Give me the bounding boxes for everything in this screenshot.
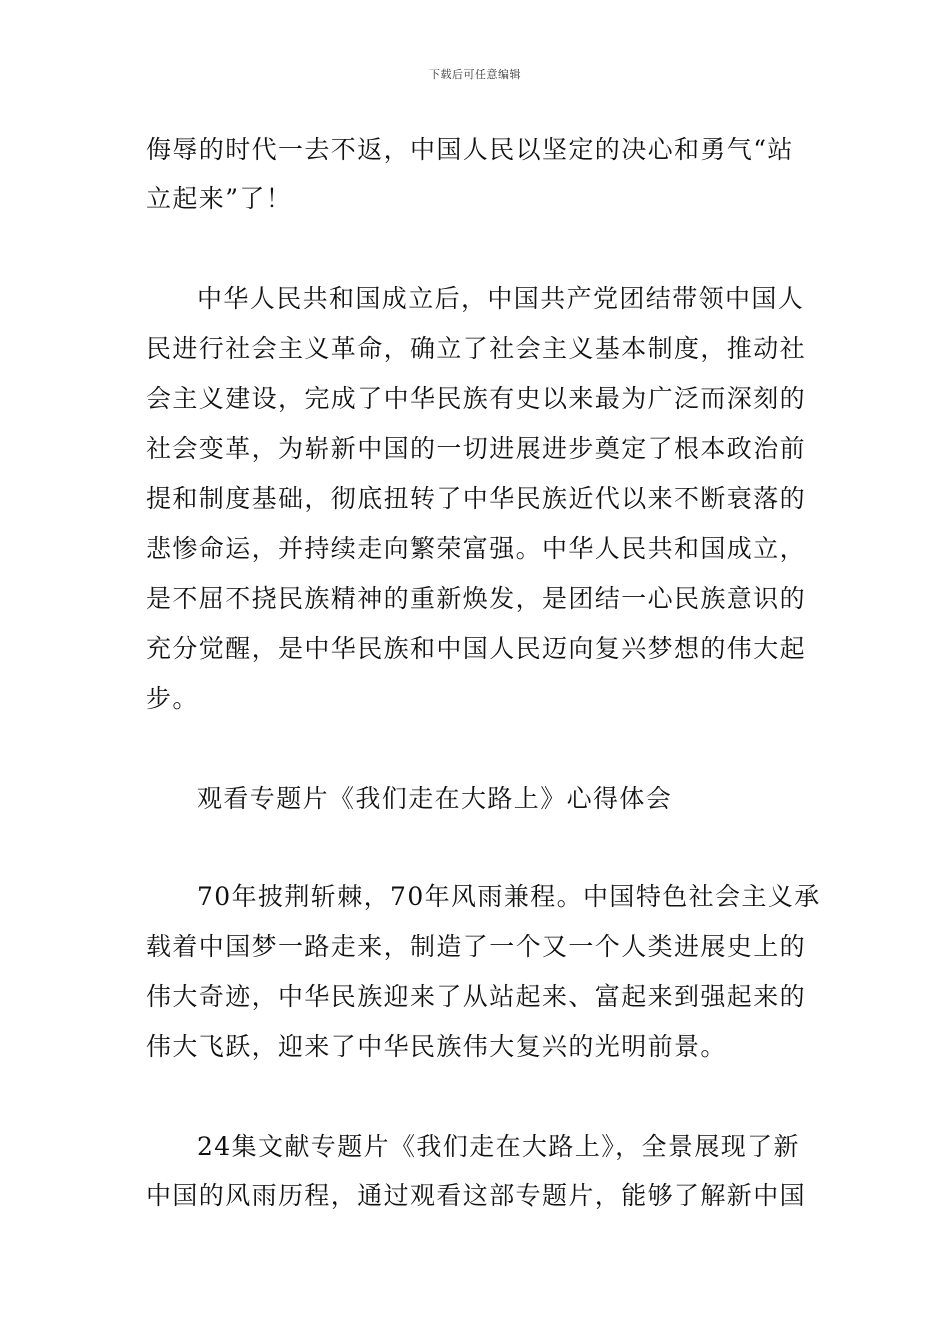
- text-line: 会主义建设，完成了中华民族有史以来最为广泛而深刻的: [146, 384, 807, 413]
- text-line: 侮辱的时代一去不返，中国人民以坚定的决心和勇气“站: [146, 135, 794, 164]
- text-line: 民进行社会主义革命，确立了社会主义基本制度，推动社: [146, 334, 807, 363]
- text-line: 70年披荆斩棘，70年风雨兼程。中国特色社会主义承: [197, 882, 821, 911]
- text-line: 中华人民共和国成立后，中国共产党团结带领中国人: [197, 284, 805, 313]
- page-header: 下载后可任意编辑: [429, 68, 521, 81]
- text-line: 社会变革，为崭新中国的一切进展进步奠定了根本政治前: [146, 434, 807, 463]
- text-line: 充分觉醒，是中华民族和中国人民迈向复兴梦想的伟大起: [146, 634, 807, 663]
- text-line: 悲惨命运，并持续走向繁荣富强。中华人民共和国成立，: [146, 534, 807, 563]
- text-line: 伟大飞跃，迎来了中华民族伟大复兴的光明前景。: [146, 1032, 727, 1061]
- text-line: 提和制度基础，彻底扭转了中华民族近代以来不断衰落的: [146, 484, 807, 513]
- section-title: 观看专题片《我们走在大路上》心得体会: [197, 784, 673, 813]
- text-line: 载着中国梦一路走来，制造了一个又一个人类进展史上的: [146, 932, 807, 961]
- text-line: 伟大奇迹，中华民族迎来了从站起来、富起来到强起来的: [146, 982, 807, 1011]
- text-line: 立起来”了！: [146, 184, 293, 213]
- text-line: 24集文献专题片《我们走在大路上》，全景展现了新: [197, 1132, 800, 1161]
- text-line: 步。: [146, 684, 199, 713]
- text-line: 是不屈不挠民族精神的重新焕发，是团结一心民族意识的: [146, 584, 807, 613]
- text-line: 中国的风雨历程，通过观看这部专题片，能够了解新中国: [146, 1181, 807, 1210]
